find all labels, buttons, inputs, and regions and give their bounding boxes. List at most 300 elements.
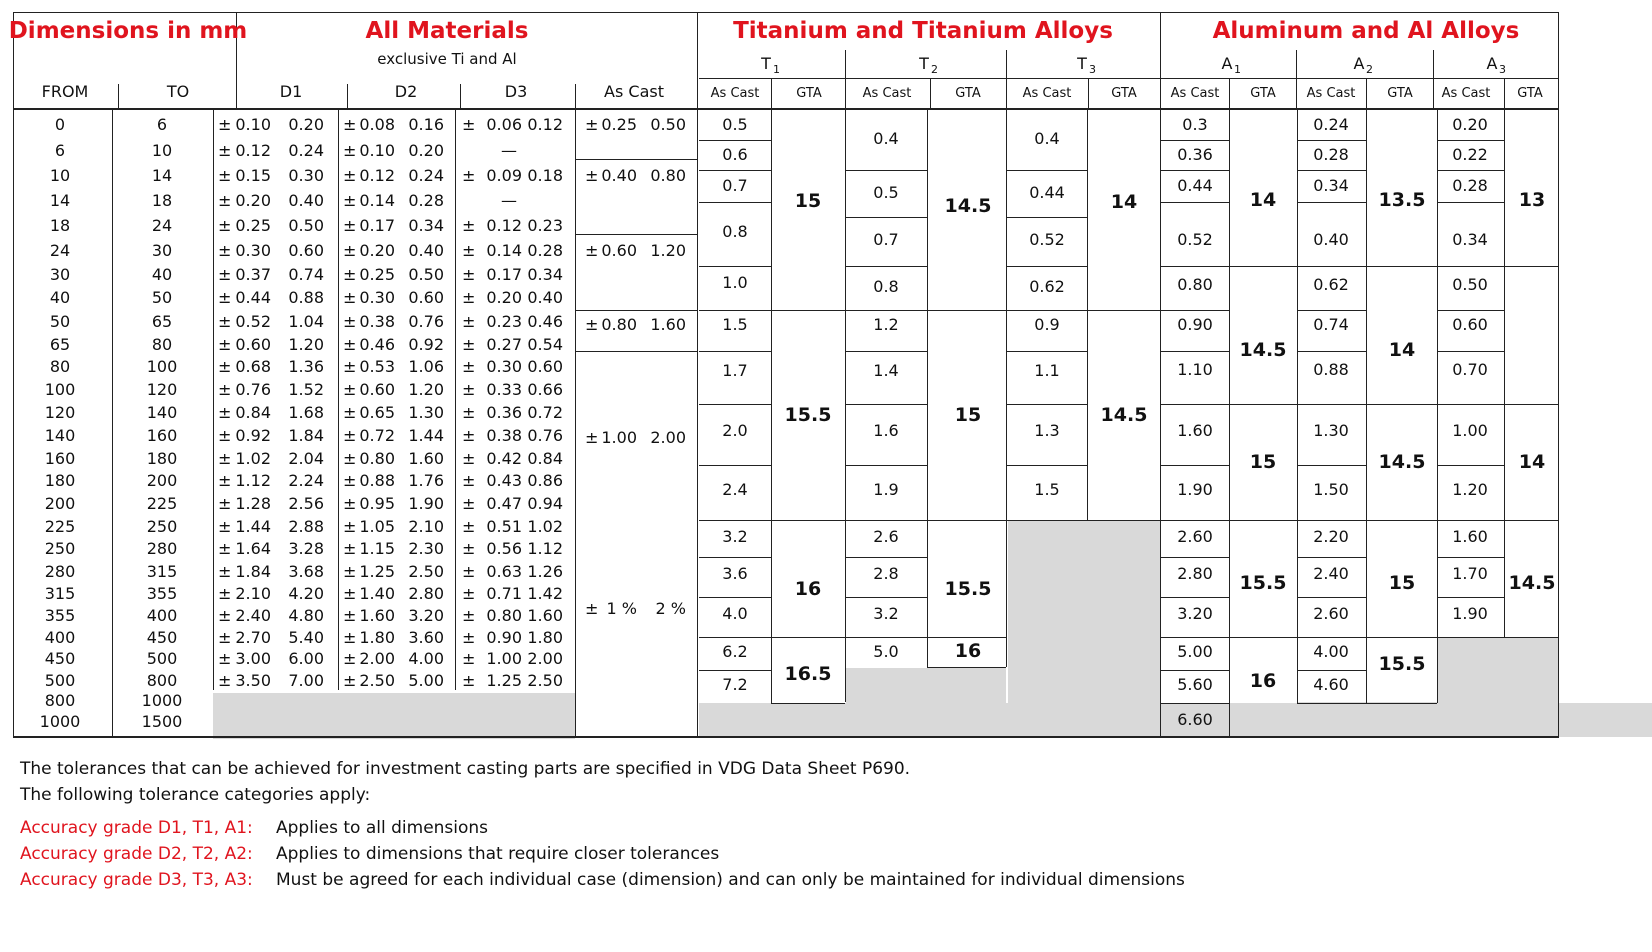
rule	[927, 667, 1006, 668]
dimensions-heading: Dimensions in mm	[8, 18, 248, 44]
as-cast-value: 1.00	[1452, 421, 1488, 440]
plus-minus: ±	[218, 403, 232, 422]
as-cast-value: 0.62	[1313, 275, 1349, 294]
rule	[699, 637, 771, 638]
d3-max: 0.12	[527, 115, 563, 134]
rule	[1297, 170, 1366, 171]
plus-minus: ±	[343, 449, 357, 468]
d2-min: 1.15	[359, 539, 395, 558]
plus-minus: ±	[343, 649, 357, 668]
d2-max: 2.10	[408, 517, 444, 536]
d2-max: 0.76	[408, 312, 444, 331]
d3-max: 2.00	[527, 649, 563, 668]
gta-value: 15	[954, 404, 982, 426]
plus-minus: ±	[462, 288, 476, 307]
as-cast-max: 1.20	[650, 241, 686, 260]
from-value: 18	[49, 216, 71, 235]
as-cast-value: 0.22	[1452, 145, 1488, 164]
d1-max: 2.56	[288, 494, 324, 513]
as-cast-min: 0.60	[601, 241, 637, 260]
rule	[1229, 266, 1297, 267]
gta-value: 15.5	[1239, 572, 1287, 594]
d3-min: 0.80	[486, 606, 522, 625]
gta-value: 13.5	[1378, 189, 1426, 211]
rule	[1437, 310, 1504, 311]
rule	[699, 351, 771, 352]
as-cast-value: 0.80	[1177, 275, 1213, 294]
d3-max: 0.46	[527, 312, 563, 331]
empty-cell	[1008, 520, 1160, 703]
d2-min: 2.00	[359, 649, 395, 668]
rule	[1504, 404, 1558, 405]
plus-minus: ±	[462, 335, 476, 354]
d3-min: 0.33	[486, 380, 522, 399]
to-value: 250	[146, 517, 178, 536]
plus-minus: ±	[343, 471, 357, 490]
rule	[1297, 703, 1366, 704]
plus-minus: ±	[343, 606, 357, 625]
rule	[699, 140, 771, 141]
t1-header: T	[761, 54, 771, 73]
rule	[1229, 110, 1230, 738]
rule	[455, 110, 456, 690]
to-value: 80	[151, 335, 173, 354]
d2-max: 0.24	[408, 166, 444, 185]
gta-value: 14	[1110, 191, 1138, 213]
rule	[845, 520, 927, 521]
to-value: 40	[151, 265, 173, 284]
plus-minus: ±	[218, 449, 232, 468]
rule	[575, 351, 697, 352]
d1-min: 1.84	[235, 562, 271, 581]
plus-minus: ±	[343, 141, 357, 160]
d3-max: 0.86	[527, 471, 563, 490]
plus-minus: ±	[343, 671, 357, 690]
d1-header: D1	[279, 82, 303, 101]
gta-value: 15.5	[944, 578, 992, 600]
as-cast-value: 1.20	[1452, 480, 1488, 499]
rule	[575, 159, 697, 160]
grade-description: Applies to dimensions that require closer tolerances	[276, 844, 720, 864]
gta-value: 14	[1388, 339, 1416, 361]
rule	[575, 310, 697, 311]
d3-min: 0.51	[486, 517, 522, 536]
rule	[1504, 110, 1505, 637]
rule	[771, 110, 772, 703]
plus-minus: ±	[462, 115, 476, 134]
d3-max: 0.23	[527, 216, 563, 235]
d3-max: 0.76	[527, 426, 563, 445]
rule	[845, 110, 846, 702]
grade-description: Must be agreed for each individual case (dimension) and can only be maintained for individual dimensions	[276, 870, 1185, 890]
d1-max: 4.20	[288, 584, 324, 603]
as-cast-value: 2.8	[873, 564, 899, 583]
note-line: The following tolerance categories apply:	[20, 785, 371, 805]
rule	[771, 520, 845, 521]
plus-minus: ±	[218, 166, 232, 185]
as-cast-value: 0.5	[873, 183, 899, 202]
d1-min: 1.28	[235, 494, 271, 513]
rule	[1160, 12, 1161, 738]
plus-minus: ±	[218, 494, 232, 513]
rule	[575, 110, 576, 738]
rule	[1437, 140, 1504, 141]
d2-min: 0.20	[359, 241, 395, 260]
rule	[575, 234, 697, 235]
from-value: 1000	[39, 712, 81, 731]
rule	[1087, 110, 1088, 520]
rule	[927, 110, 928, 667]
d2-max: 0.16	[408, 115, 444, 134]
plus-minus: ±	[343, 191, 357, 210]
d1-max: 2.04	[288, 449, 324, 468]
as-cast-value: 0.52	[1177, 230, 1213, 249]
d1-max: 5.40	[288, 628, 324, 647]
as-cast-value: 3.2	[722, 527, 748, 546]
d2-min: 0.53	[359, 357, 395, 376]
d3-min: 1.00	[486, 649, 522, 668]
d2-max: 0.28	[408, 191, 444, 210]
rule	[1366, 703, 1437, 704]
gta-header: GTA	[1250, 86, 1276, 101]
plus-minus: ±	[343, 241, 357, 260]
as-cast-subheader: As Cast	[1170, 86, 1220, 101]
as-cast-value: 5.00	[1177, 642, 1213, 661]
rule	[771, 310, 845, 311]
as-cast-value: 0.90	[1177, 315, 1213, 334]
d1-min: 1.44	[235, 517, 271, 536]
rule	[1297, 110, 1298, 703]
plus-minus: ±	[218, 312, 232, 331]
to-value: 10	[151, 141, 173, 160]
as-cast-value: 1.9	[873, 480, 899, 499]
d1-min: 1.12	[235, 471, 271, 490]
d3-min: 0.90	[486, 628, 522, 647]
as-cast-value: 4.00	[1313, 642, 1349, 661]
rule	[1437, 202, 1504, 203]
plus-minus: ±	[218, 649, 232, 668]
as-cast-value: 0.44	[1029, 183, 1065, 202]
as-cast-value: 0.8	[722, 222, 748, 241]
d2-max: 1.30	[408, 403, 444, 422]
d1-max: 0.88	[288, 288, 324, 307]
rule	[1504, 637, 1558, 638]
t3-subscript: 3	[1089, 63, 1096, 76]
rule	[1296, 50, 1297, 108]
rule	[1366, 78, 1367, 108]
as-cast-value: 1.5	[722, 315, 748, 334]
empty-cell	[1437, 637, 1558, 736]
as-cast-value: 0.24	[1313, 115, 1349, 134]
gta-value: 15.5	[784, 404, 832, 426]
rule	[845, 310, 927, 311]
d2-max: 0.20	[408, 141, 444, 160]
as-cast-value: 1.70	[1452, 564, 1488, 583]
as-cast-max: 2.00	[650, 428, 686, 447]
plus-minus: ±	[218, 517, 232, 536]
as-cast-value: 1.0	[722, 273, 748, 292]
rule	[1366, 404, 1437, 405]
as-cast-value: 2.60	[1177, 527, 1213, 546]
as-cast-min: 0.25	[601, 115, 637, 134]
plus-minus: ±	[218, 357, 232, 376]
plus-minus: ±	[218, 628, 232, 647]
d1-max: 1.52	[288, 380, 324, 399]
to-value: 24	[151, 216, 173, 235]
to-value: 450	[146, 628, 178, 647]
d3-min: 0.23	[486, 312, 522, 331]
as-cast-value: 0.60	[1452, 315, 1488, 334]
gta-header: GTA	[955, 86, 981, 101]
to-value: 140	[146, 403, 178, 422]
as-cast-value: 4.60	[1313, 675, 1349, 694]
rule	[1160, 170, 1229, 171]
d3-max: 0.18	[527, 166, 563, 185]
as-cast-value: 0.3	[1182, 115, 1208, 134]
rule	[699, 310, 771, 311]
rule	[845, 597, 927, 598]
as-cast-value: 1.2	[873, 315, 899, 334]
rule	[1558, 12, 1559, 738]
as-cast-value: 0.28	[1313, 145, 1349, 164]
d2-min: 0.08	[359, 115, 395, 134]
as-cast-value: 2.4	[722, 480, 748, 499]
rule	[1366, 637, 1437, 638]
d2-min: 1.40	[359, 584, 395, 603]
as-cast-value: 2.0	[722, 421, 748, 440]
gta-value: 15	[794, 190, 822, 212]
plus-minus: ±	[343, 584, 357, 603]
rule	[1088, 78, 1089, 108]
gta-header: GTA	[1387, 86, 1413, 101]
from-value: 65	[49, 335, 71, 354]
d2-max: 1.44	[408, 426, 444, 445]
as-cast-value: 6.2	[722, 642, 748, 661]
d2-max: 0.34	[408, 216, 444, 235]
rule	[845, 637, 927, 638]
plus-minus: ±	[218, 335, 232, 354]
rule	[699, 465, 771, 466]
from-value: 355	[44, 606, 76, 625]
gta-value: 14	[1249, 189, 1277, 211]
d2-min: 0.10	[359, 141, 395, 160]
d1-max: 0.40	[288, 191, 324, 210]
d1-min: 0.52	[235, 312, 271, 331]
from-value: 160	[44, 449, 76, 468]
rule	[13, 108, 1558, 110]
d3-min: 0.71	[486, 584, 522, 603]
as-cast-value: 0.44	[1177, 176, 1213, 195]
rule	[771, 637, 845, 638]
rule	[699, 520, 771, 521]
gta-value: 13	[1518, 189, 1546, 211]
to-value: 6	[156, 115, 168, 134]
d3-min: 0.27	[486, 335, 522, 354]
rule	[1006, 404, 1087, 405]
plus-minus: ±	[218, 191, 232, 210]
as-cast-value: 0.34	[1313, 176, 1349, 195]
to-value: 14	[151, 166, 173, 185]
plus-minus: ±	[343, 426, 357, 445]
plus-minus: ±	[343, 539, 357, 558]
d1-max: 1.84	[288, 426, 324, 445]
from-value: 315	[44, 584, 76, 603]
from-value: 80	[49, 357, 71, 376]
d1-min: 0.20	[235, 191, 271, 210]
as-cast-value: 1.7	[722, 361, 748, 380]
rule	[1297, 520, 1366, 521]
from-value: 10	[49, 166, 71, 185]
d2-max: 1.20	[408, 380, 444, 399]
d1-min: 2.10	[235, 584, 271, 603]
d3-max: 0.60	[527, 357, 563, 376]
to-value: 1500	[141, 712, 183, 731]
a2-subscript: 2	[1366, 63, 1373, 76]
rule	[845, 170, 927, 171]
as-cast-value: 0.50	[1452, 275, 1488, 294]
as-cast-value: 5.0	[873, 642, 899, 661]
d1-max: 0.20	[288, 115, 324, 134]
plus-minus: ±	[462, 606, 476, 625]
as-cast-value: 1.4	[873, 361, 899, 380]
to-value: 280	[146, 539, 178, 558]
rule	[1006, 351, 1087, 352]
d3-max: 0.94	[527, 494, 563, 513]
from-value: 280	[44, 562, 76, 581]
rule	[927, 637, 1006, 638]
as-cast-value: 7.2	[722, 675, 748, 694]
gta-value: 14.5	[1378, 451, 1426, 473]
as-cast-value: 0.40	[1313, 230, 1349, 249]
rule	[1437, 597, 1504, 598]
from-value: 120	[44, 403, 76, 422]
as-cast-header: As Cast	[604, 82, 664, 101]
d2-max: 5.00	[408, 671, 444, 690]
d1-max: 3.68	[288, 562, 324, 581]
rule	[13, 12, 1558, 13]
rule	[845, 465, 927, 466]
rule	[697, 12, 698, 738]
as-cast-value: 1.90	[1177, 480, 1213, 499]
rule	[1160, 351, 1229, 352]
from-value: 500	[44, 671, 76, 690]
d3-max: 2.50	[527, 671, 563, 690]
from-value: 250	[44, 539, 76, 558]
gta-value: 14.5	[1239, 339, 1287, 361]
aluminum-heading: Aluminum and Al Alloys	[1212, 18, 1520, 44]
rule	[1087, 310, 1160, 311]
as-cast-subheader: As Cast	[1441, 86, 1491, 101]
d3-max: 1.02	[527, 517, 563, 536]
d1-max: 1.68	[288, 403, 324, 422]
d3-min: 0.06	[486, 115, 522, 134]
from-value: 180	[44, 471, 76, 490]
plus-minus: ±	[343, 628, 357, 647]
to-value: 355	[146, 584, 178, 603]
rule	[1297, 310, 1366, 311]
d3-min: 0.17	[486, 265, 522, 284]
plus-minus: ±	[343, 380, 357, 399]
d2-max: 0.40	[408, 241, 444, 260]
rule	[112, 110, 113, 736]
d1-min: 2.70	[235, 628, 271, 647]
rule	[845, 557, 927, 558]
d2-min: 0.30	[359, 288, 395, 307]
gta-value: 14	[1518, 451, 1546, 473]
d3-min: 1.25	[486, 671, 522, 690]
rule	[1437, 557, 1504, 558]
as-cast-value: 1.6	[873, 421, 899, 440]
gta-value: 16	[1249, 670, 1277, 692]
plus-minus: ±	[343, 312, 357, 331]
d2-min: 0.72	[359, 426, 395, 445]
d1-max: 1.36	[288, 357, 324, 376]
to-value: 160	[146, 426, 178, 445]
rule	[1087, 520, 1160, 521]
rule	[699, 78, 1558, 79]
as-cast-value: 2.40	[1313, 564, 1349, 583]
as-cast-min: 0.80	[601, 315, 637, 334]
from-header: FROM	[41, 82, 89, 101]
rule	[1006, 266, 1087, 267]
gta-value: 16	[954, 640, 982, 662]
plus-minus: ±	[462, 671, 476, 690]
rule	[699, 670, 771, 671]
gta-value: 15	[1388, 572, 1416, 594]
plus-minus: ±	[343, 166, 357, 185]
a3-header: A	[1486, 54, 1498, 73]
rule	[1437, 170, 1504, 171]
as-cast-value: 0.34	[1452, 230, 1488, 249]
rule	[845, 404, 927, 405]
t2-header: T	[919, 54, 929, 73]
as-cast-subheader: As Cast	[1306, 86, 1356, 101]
as-cast-value: 3.6	[722, 564, 748, 583]
as-cast-value: 0.6	[722, 145, 748, 164]
d2-max: 2.50	[408, 562, 444, 581]
from-value: 200	[44, 494, 76, 513]
rule	[1160, 670, 1229, 671]
as-cast-subheader: As Cast	[1022, 86, 1072, 101]
d2-max: 3.60	[408, 628, 444, 647]
rule	[927, 520, 1006, 521]
plus-minus: ±	[218, 141, 232, 160]
rule	[1297, 202, 1366, 203]
d2-max: 1.76	[408, 471, 444, 490]
as-cast-value: 6.60	[1177, 710, 1213, 729]
from-value: 450	[44, 649, 76, 668]
d3-min: 0.56	[486, 539, 522, 558]
from-value: 800	[44, 691, 76, 710]
plus-minus: ±	[343, 265, 357, 284]
d1-min: 1.64	[235, 539, 271, 558]
from-value: 225	[44, 517, 76, 536]
plus-minus: ±	[462, 584, 476, 603]
as-cast-value: 1.10	[1177, 360, 1213, 379]
d2-min: 0.88	[359, 471, 395, 490]
as-cast-subheader: As Cast	[862, 86, 912, 101]
plus-minus: ±	[462, 166, 476, 185]
d1-max: 3.28	[288, 539, 324, 558]
as-cast-value: 0.28	[1452, 176, 1488, 195]
a1-header: A	[1221, 54, 1233, 73]
a2-header: A	[1353, 54, 1365, 73]
all-materials-heading: All Materials	[365, 18, 529, 44]
d2-min: 0.14	[359, 191, 395, 210]
d1-max: 1.20	[288, 335, 324, 354]
from-value: 30	[49, 265, 71, 284]
plus-minus: ±	[343, 494, 357, 513]
